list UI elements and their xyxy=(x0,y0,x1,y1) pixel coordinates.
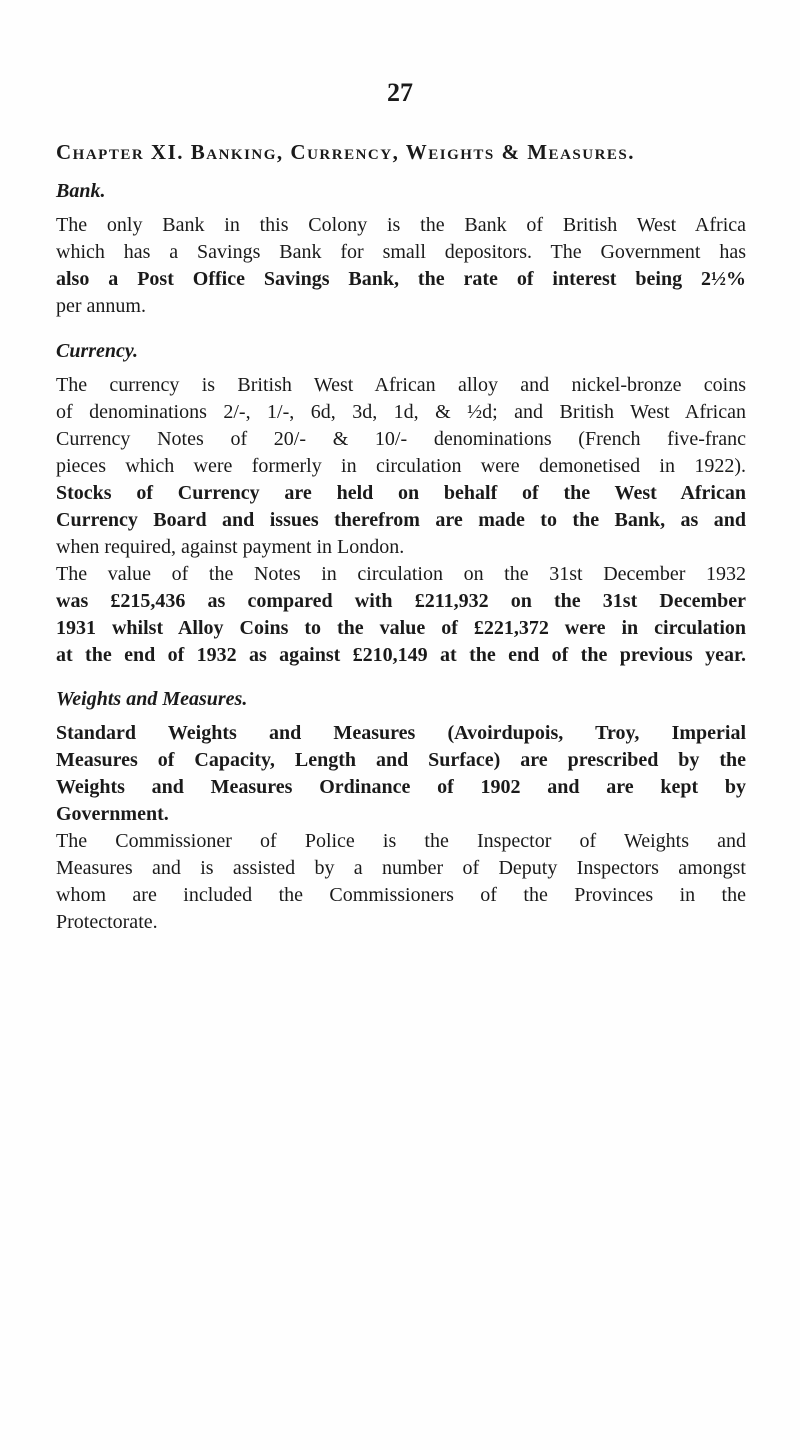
weights-line-2: Measures of Capacity, Length and Surface) are prescribed by the xyxy=(56,749,746,771)
currency-line-10: 1931 whilst Alloy Coins to the value of £221,372 were in circulation xyxy=(56,617,746,639)
section-heading-weights-measures: Weights and Measures. xyxy=(56,688,248,710)
page-number: 27 xyxy=(387,78,413,107)
weights-line-8: Protectorate. xyxy=(56,911,158,933)
currency-line-7: when required, against payment in London. xyxy=(56,536,405,558)
section-heading-bank: Bank. xyxy=(56,180,106,202)
currency-line-8: The value of the Notes in circulation on the 31st December 1932 xyxy=(56,563,746,585)
weights-line-3: Weights and Measures Ordinance of 1902 and are kept by xyxy=(56,776,746,798)
currency-line-4: pieces which were formerly in circulation were demonetised in 1922). xyxy=(56,455,746,477)
bank-line-3: also a Post Office Savings Bank, the rate of interest being 2½% xyxy=(56,268,746,290)
currency-line-3: Currency Notes of 20/- & 10/- denominations (French five-franc xyxy=(56,428,746,450)
currency-line-5: Stocks of Currency are held on behalf of the West African xyxy=(56,482,746,504)
currency-line-6: Currency Board and issues therefrom are made to the Bank, as and xyxy=(56,509,746,531)
bank-line-4: per annum. xyxy=(56,295,146,317)
weights-line-5: The Commissioner of Police is the Inspector of Weights and xyxy=(56,830,746,852)
currency-line-2: of denominations 2/-, 1/-, 6d, 3d, 1d, & ½d; and British West African xyxy=(56,401,746,423)
currency-line-9: was £215,436 as compared with £211,932 on the 31st December xyxy=(56,590,746,612)
bank-line-2: which has a Savings Bank for small depositors. The Government has xyxy=(56,241,746,263)
currency-line-1: The currency is British West African alloy and nickel-bronze coins xyxy=(56,374,746,396)
currency-line-11: at the end of 1932 as against £210,149 at the end of the previous year. xyxy=(56,644,746,666)
chapter-title: Chapter XI. Banking, Currency, Weights & Measures. xyxy=(56,140,636,164)
weights-line-7: whom are included the Commissioners of the Provinces in the xyxy=(56,884,746,906)
weights-line-6: Measures and is assisted by a number of Deputy Inspectors amongst xyxy=(56,857,746,879)
section-heading-currency: Currency. xyxy=(56,340,139,362)
weights-line-1: Standard Weights and Measures (Avoirdupois, Troy, Imperial xyxy=(56,722,746,744)
weights-line-4: Government. xyxy=(56,803,169,825)
bank-line-1: The only Bank in this Colony is the Bank of British West Africa xyxy=(56,214,746,236)
